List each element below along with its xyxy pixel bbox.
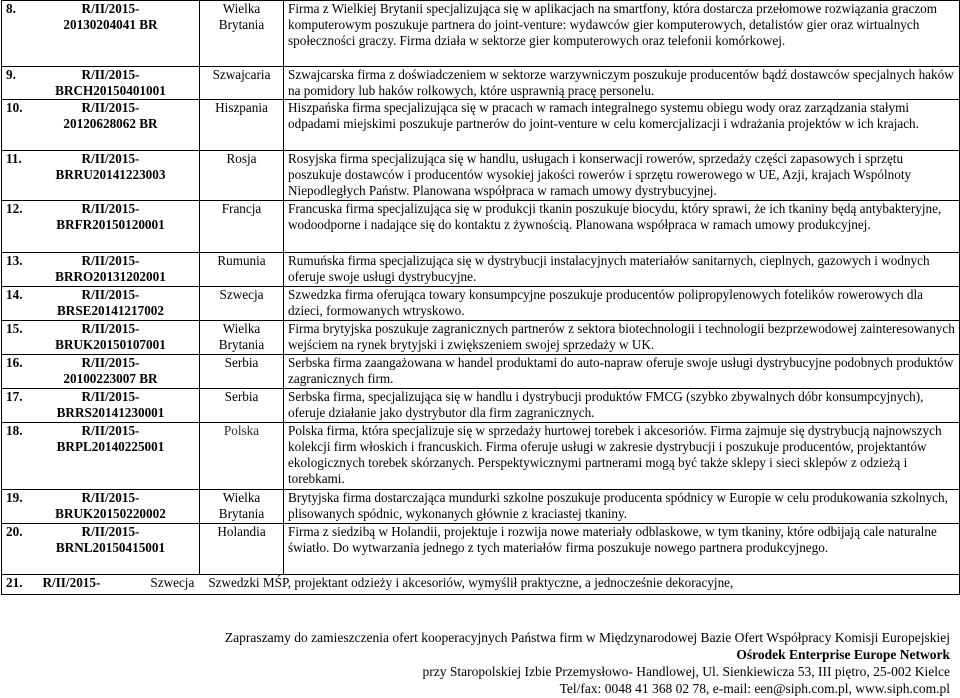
offer-code-line: BRRS20141230001 [56, 405, 165, 420]
footer-organization: Ośrodek Enterprise Europe Network [736, 647, 950, 662]
offer-code-line: R/II/2015- [81, 201, 140, 216]
offer-code-cell [2, 490, 200, 524]
offer-row-partial [2, 575, 960, 595]
offer-code-line: 20130204041 BR [63, 17, 158, 32]
offer-row [2, 67, 960, 100]
offer-code-line: R/II/2015- [81, 389, 140, 404]
offer-country: Wielka [222, 321, 261, 336]
offer-number: 14. [6, 287, 23, 302]
offer-number: 9. [6, 67, 16, 82]
offer-description: Firma z Wielkiej Brytanii specjalizująca się w aplikacjach na smartfony, która dostarcza przełomowe rozwiązania graczom komputerowym poszukuje partnera do joint-venture: wydawców gier komputerowych, detalistów gier oraz wirtualnych społeczności graczy. Firma działa w sektorze gier komputerowych oraz telefonii komórkowej. [284, 1, 960, 67]
footer-invitation: Zapraszamy do zamieszczenia ofert kooperacyjnych Państwa firm w Międzynarodowej Bazie Ofert Współpracy Komisji Europejskiej [224, 630, 950, 645]
offer-number: 12. [6, 201, 23, 216]
offer-code-cell [2, 389, 200, 423]
offer-country: Brytania [218, 506, 265, 521]
offer-country: Szwajcaria [212, 67, 271, 82]
offers-table [1, 0, 960, 595]
offer-row [2, 100, 960, 151]
offer-code-line: R/II/2015- [81, 1, 140, 16]
offer-number: 17. [6, 389, 23, 404]
offer-country-cell [200, 321, 284, 355]
offer-code-line: BRUK20150107001 [55, 337, 166, 352]
offer-code-line: R/II/2015- [81, 355, 140, 370]
offer-country: Brytania [218, 337, 265, 352]
offer-country: Polska [223, 423, 260, 438]
offer-country: Serbia [224, 355, 259, 370]
offer-row [2, 355, 960, 389]
offer-code-cell [2, 151, 200, 201]
offer-row [2, 1, 960, 67]
offer-description: Firma z siedzibą w Holandii, projektuje i rozwija nowe materiały odblaskowe, w tym tkaniny, które odbijają cale naturalne światło. Do wytwarzania jednego z tych materiałów firma poszukuje nowego partnera produkcyjnego. [284, 524, 960, 575]
offer-country-cell [200, 67, 284, 100]
offer-country: Holandia [217, 524, 266, 539]
offer-row [2, 253, 960, 287]
footer-contact: Tel/fax: 0048 41 368 02 78, e-mail: een@siph.com.pl, www.siph.com.pl [559, 681, 950, 696]
offer-description: Hiszpańska firma specjalizująca się w pracach w ramach integralnego systemu obiegu wody oraz zarządzania stałymi odpadami miejskimi poszukuje partnerów do joint-venture w celu komercjalizacji i wdrażania projektów w ich krajach. [284, 100, 960, 151]
offer-number: 21. [6, 575, 23, 590]
offer-country: Rosja [226, 151, 257, 166]
offer-country: Brytania [218, 17, 265, 32]
offer-description: Rumuńska firma specjalizująca się w dystrybucji instalacyjnych materiałów sanitarnych, cieplnych, gazowych i wodnych oferuje swoje usługi dystrybucyjne. [284, 253, 960, 287]
offer-country-cell [200, 253, 284, 287]
offer-code-cell [2, 201, 200, 253]
offer-code-line: BRCH20150401001 [55, 83, 166, 98]
offer-country: Szwecja [219, 287, 264, 302]
offer-code-line: R/II/2015- [81, 490, 140, 505]
offer-country-cell [200, 100, 284, 151]
offer-row [2, 151, 960, 201]
offer-row [2, 321, 960, 355]
offer-code-line: R/II/2015- [81, 287, 140, 302]
offer-row [2, 201, 960, 253]
offer-code-line: R/II/2015- [81, 100, 140, 115]
offer-number: 8. [6, 1, 16, 16]
offer-country: Serbia [224, 389, 259, 404]
offers-table-body [2, 1, 960, 595]
offer-code-line: R/II/2015- [81, 321, 140, 336]
offer-description: Rosyjska firma specjalizująca się w handlu, usługach i konserwacji rowerów, sprzedaży części zapasowych i sprzętu poszukuje dostawców i producentów wysokiej jakości rowerów i sprzętu rowerowego w UE, Azji, krajach Wspólnoty Niepodległych Państw. Planowana współpraca w ramach umowy dystrybucyjnej. [284, 151, 960, 201]
footer-address: przy Staropolskiej Izbie Przemysłowo- Handlowej, Ul. Sienkiewicza 53, III piętro, 25-002 Kielce [422, 664, 950, 679]
offer-country-cell [200, 389, 284, 423]
offer-description: Szwedzka firma oferująca towary konsumpcyjne poszukuje producentów polipropylenowych fotelików rowerowych dla dzieci, formowanych wtryskowo. [284, 287, 960, 321]
offer-row [2, 287, 960, 321]
offer-code-cell [2, 287, 200, 321]
offer-country-cell [200, 423, 284, 490]
offer-description: Serbska firma zaangażowana w handel produktami do auto-napraw oferuje swoje usługi dystrybucyjne podobnych produktów zagranicznych firm. [284, 355, 960, 389]
offer-description: Szwedzki MŚP, projektant odzieży i akcesoriów, wymyślił praktyczne, a jednocześnie dekoracyjne, [208, 575, 734, 590]
offer-code-line: 20100223007 BR [63, 371, 158, 386]
offer-number: 10. [6, 100, 23, 115]
offer-country-cell [200, 1, 284, 67]
offer-code-line: BRSE20141217002 [57, 303, 164, 318]
offer-number: 13. [6, 253, 23, 268]
offer-country-cell [200, 524, 284, 575]
offer-row [2, 490, 960, 524]
offer-number: 16. [6, 355, 23, 370]
offer-description: Brytyjska firma dostarczająca mundurki szkolne poszukuje producenta spódnicy w Europie w celu produkowania szkolnych, plisowanych spódnic, wykonanych głównie z kraciastej tkaniny. [284, 490, 960, 524]
offer-row-partial-cell [2, 575, 960, 595]
footer [225, 629, 950, 697]
offer-country: Wielka [222, 1, 261, 16]
offer-code-line: R/II/2015- [81, 524, 140, 539]
offer-country-cell [200, 201, 284, 253]
offer-code-line: R/II/2015- [81, 151, 140, 166]
offer-number: 18. [6, 423, 23, 438]
offer-row [2, 423, 960, 490]
offer-code-line: R/II/2015- [81, 423, 140, 438]
offer-code-cell [2, 67, 200, 100]
offer-code-line: BRUK20150220002 [55, 506, 166, 521]
offer-description: Szwajcarska firma z doświadczeniem w sektorze warzywniczym poszukuje producentów bądź dostawców specjalnych haków na pomidory lub haków rolkowych, które usprawnią pracę personelu. [284, 67, 960, 100]
offer-row [2, 389, 960, 423]
offer-number: 11. [6, 151, 22, 166]
offer-country: Hiszpania [215, 100, 268, 115]
offer-country-cell [200, 490, 284, 524]
offer-code-cell [2, 524, 200, 575]
offer-country: Wielka [222, 490, 261, 505]
offer-code-cell [2, 423, 200, 490]
offer-code-line: BRFR20150120001 [56, 217, 165, 232]
offer-country-cell [200, 287, 284, 321]
offer-row [2, 524, 960, 575]
offer-description: Firma brytyjska poszukuje zagranicznych partnerów z sektora biotechnologii i technologii bezprzewodowej zainteresowanych wejściem na rynek brytyjski i zwiększeniem swojej sprzedaży w UK. [284, 321, 960, 355]
offer-code-line: BRRO20131202001 [55, 269, 166, 284]
offer-country: Szwecja [150, 575, 195, 590]
offer-description: Polska firma, która specjalizuje się w sprzedaży hurtowej torebek i akcesoriów. Firma zajmuje się dystrybucją najnowszych kolekcji firm włoskich i francuskich. Firma oferuje usługi w zakresie dystrybucji i poszukuje producentów, projektantów ekologicznych torebek skórzanych. Perspektywicznymi partnerami mogą być także sklepy i sieci sklepów z odzieżą i torebkami. [284, 423, 960, 490]
offer-code-line: R/II/2015- [81, 67, 140, 82]
offer-code-cell [2, 321, 200, 355]
offer-code-line: R/II/2015- [42, 575, 101, 590]
offer-number: 15. [6, 321, 23, 336]
offer-code-cell [2, 100, 200, 151]
offer-description: Serbska firma, specjalizująca się w handlu i dystrybucji produktów FMCG (szybko zbywalnych dóbr konsumpcyjnych), oferuje działanie jako dystrybutor dla firm zagranicznych. [284, 389, 960, 423]
offer-code-line: BRPL20140225001 [56, 439, 165, 454]
offer-number: 20. [6, 524, 23, 539]
offer-code-cell [2, 1, 200, 67]
offer-code-line: 20120628062 BR [63, 116, 158, 131]
offer-code-line: BRRU20141223003 [55, 167, 166, 182]
offer-number: 19. [6, 490, 23, 505]
offer-description: Francuska firma specjalizująca się w produkcji tkanin poszukuje biocydu, który sprawi, że ich tkaniny będą antybakteryjne, wodoodporne i nadające się do kontaktu z żywnością. Planowana współpraca w ramach umowy produkcyjnej. [284, 201, 960, 253]
offer-country-cell [200, 151, 284, 201]
offer-code-cell [2, 253, 200, 287]
offer-country: Rumunia [217, 253, 266, 268]
offer-country: Francja [221, 201, 262, 216]
offer-code-line: BRNL20150415001 [55, 540, 166, 555]
offer-code-line: R/II/2015- [81, 253, 140, 268]
offer-code-cell [2, 355, 200, 389]
offer-country-cell [200, 355, 284, 389]
